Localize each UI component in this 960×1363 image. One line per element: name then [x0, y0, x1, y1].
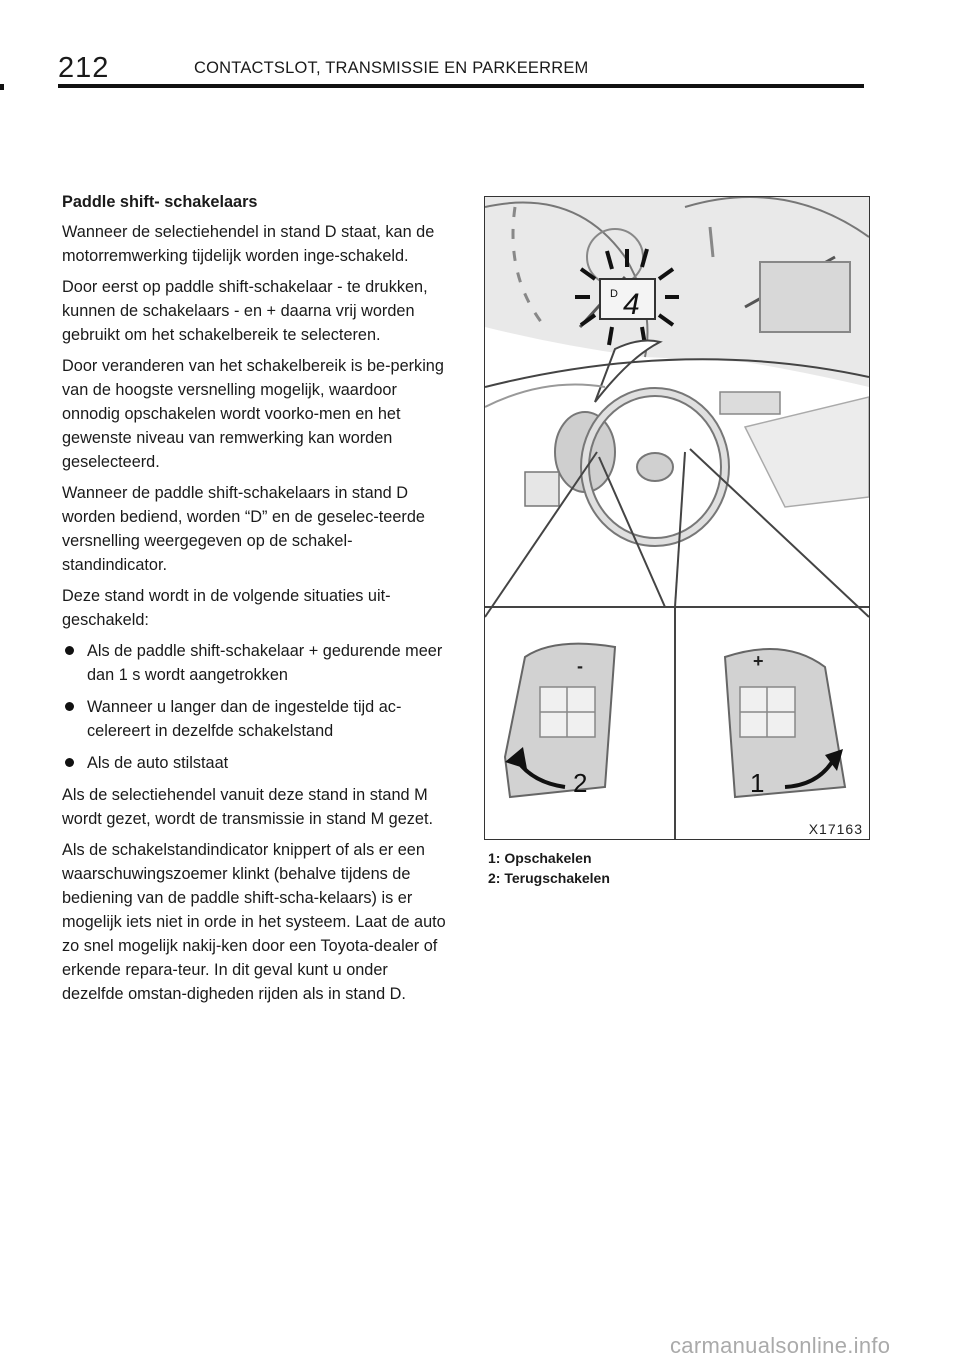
bullet-icon: [65, 646, 74, 655]
paragraph: Als de selectiehendel vanuit deze stand in stand M wordt gezet, wordt de transmissie in stand M gezet.: [62, 786, 434, 828]
page-header: [58, 52, 864, 92]
crop-mark: [0, 84, 4, 90]
list-item: [62, 639, 452, 687]
paragraph: Wanneer de selectiehendel in stand D staat, kan de motorremwerking tijdelijk worden inge-schakeld.: [62, 223, 435, 265]
paddle-plus-label: +: [753, 651, 764, 671]
indicator-gear-text: 4: [623, 288, 640, 321]
list-item-text: Als de auto stilstaat: [87, 754, 229, 772]
list-item-text: Als de paddle shift-schakelaar + gedurende meer dan 1 s wordt aangetrokken: [87, 642, 443, 684]
chapter-title: CONTACTSLOT, TRANSMISSIE EN PARKEERREM: [194, 59, 589, 77]
figure-legend: [488, 848, 610, 888]
paragraph: Wanneer de paddle shift-schakelaars in stand D worden bediend, worden “D” en de geselec-teerde versnelling weergegeven op de schakel-standindicator.: [62, 484, 425, 574]
paddle-shift-illustration: [484, 196, 870, 840]
indicator-mode-text: D: [610, 288, 618, 300]
paddle-minus-label: -: [577, 656, 583, 676]
list-item-text: Wanneer u langer dan de ingestelde tijd ac-celereert in dezelfde schakelstand: [87, 698, 402, 740]
legend-item-upshift: 1: Opschakelen: [488, 850, 592, 866]
list-item: [62, 695, 452, 743]
section-heading: Paddle shift- schakelaars: [62, 193, 258, 211]
header-rule: [58, 84, 864, 88]
paragraph: Als de schakelstandindicator knippert of als er een waarschuwingszoemer klinkt (behalve tijdens de bediening van de paddle shift-scha-kelaars) is er mogelijk iets niet in orde in het systeem. Laat de auto zo snel mogelijk nakij-ken door een Toyota-dealer of erkende repara-teur. In dit geval kunt u onder dezelfde omstan-digheden rijden als in stand D.: [62, 841, 446, 1003]
body-text: [62, 190, 452, 1013]
list-item: [62, 751, 452, 775]
callout-2: 2: [573, 768, 588, 798]
callout-1: 1: [750, 768, 765, 798]
watermark: carmanualsonline.info: [670, 1333, 891, 1358]
paragraph: Door veranderen van het schakelbereik is be-perking van de hoogste versnelling mogelijk, waardoor onnodig opschakelen wordt voorko-men en het gewenste niveau van remwerking kan worden geselecteerd.: [62, 357, 444, 471]
figure-code: X17163: [808, 821, 863, 837]
bullet-icon: [65, 702, 74, 711]
bullet-list: [62, 639, 452, 775]
bullet-icon: [65, 758, 74, 767]
legend-item-downshift: 2: Terugschakelen: [488, 870, 610, 886]
page-number: 212: [58, 52, 110, 84]
illustration-drawing: [485, 197, 869, 839]
paragraph: Door eerst op paddle shift-schakelaar - te drukken, kunnen de schakelaars - en + daarna vrij worden gebruikt om het schakelbereik te selecteren.: [62, 278, 428, 344]
paragraph: Deze stand wordt in de volgende situaties uit-geschakeld:: [62, 587, 391, 629]
